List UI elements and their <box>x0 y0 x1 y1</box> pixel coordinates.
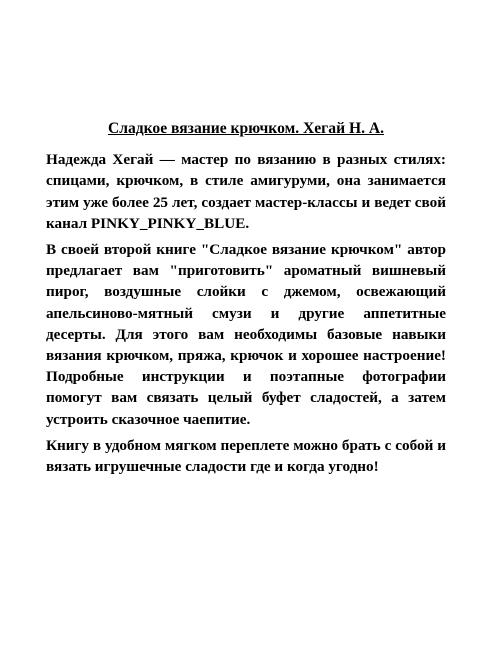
paragraph-author: Надежда Хегай — мастер по вязанию в разных стилях: спицами, крючком, в стиле амигуруми, она занимается этим уже более 25 лет, создает мастер-классы и ведет свой канал PINKY_PINKY_BLUE. <box>46 151 446 232</box>
paragraph-book-description: В своей второй книге "Сладкое вязание крючком" автор предлагает вам "приготовить" ароматный вишневый пирог, воздушные слойки с джемом, освежающий апельсиново-мятный смузи и другие аппетитные десерты. Для этого вам необходимы базовые навыки вязания крючком, пряжа, крючок и хорошее настроение! Подробные инструкции и поэтапные фотографии помогут вам связать целый буфет сладостей, а затем устроить сказочное чаепитие. <box>46 241 446 428</box>
document-page <box>46 118 446 482</box>
paragraph-binding: Книгу в удобном мягком переплете можно брать с собой и вязать игрушечные сладости где и когда угодно! <box>46 436 446 476</box>
document-title: Сладкое вязание крючком. Хегай Н. А. <box>107 120 385 137</box>
